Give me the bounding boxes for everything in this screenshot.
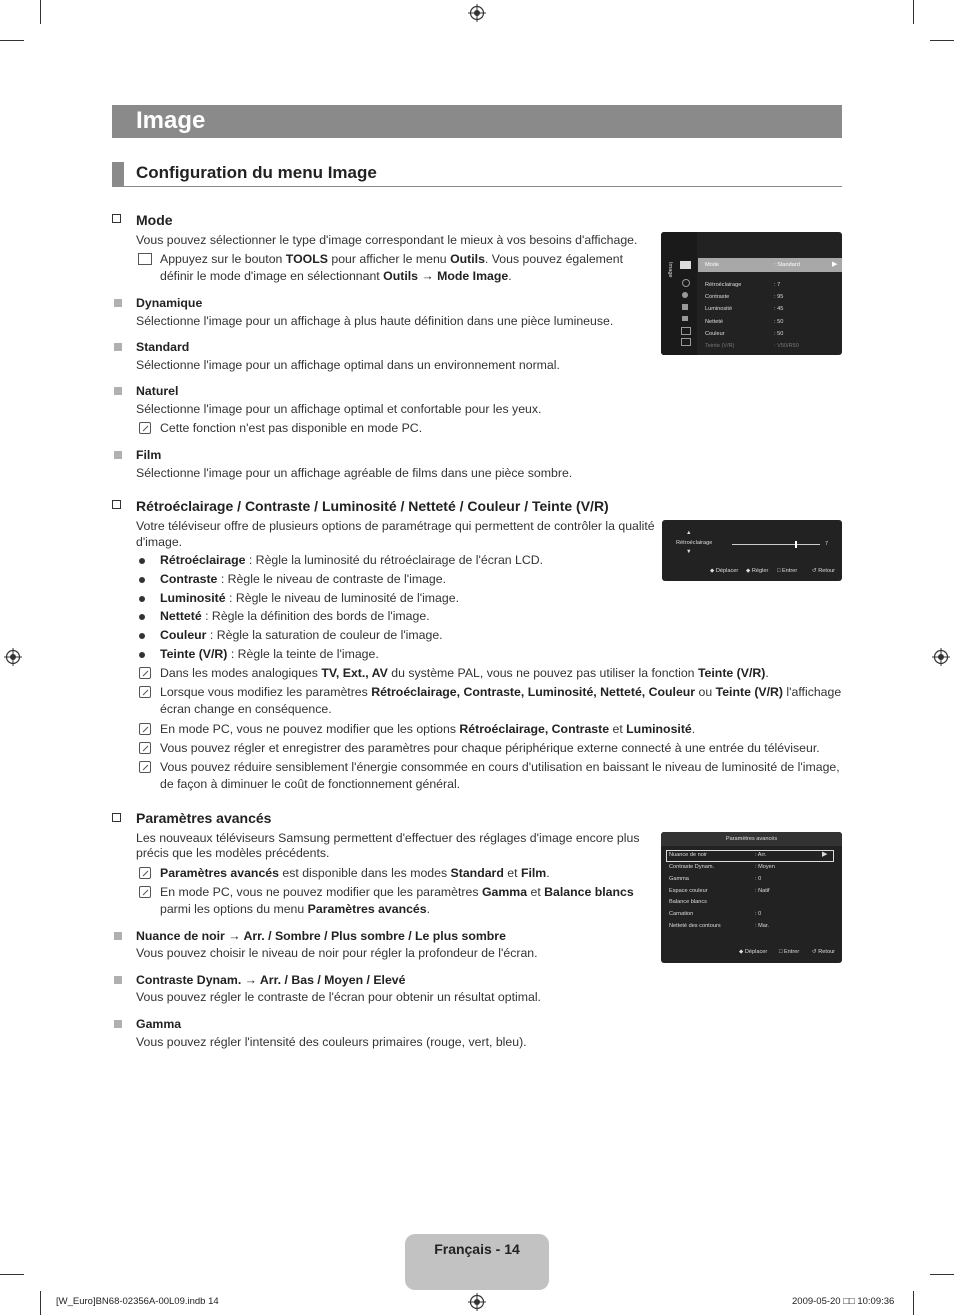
retro-note: écran change en conséquence. bbox=[160, 702, 332, 716]
nav-back: ↺ Retour bbox=[812, 949, 836, 955]
menu-row-value: : Natif bbox=[755, 888, 770, 894]
footer-date: 2009-05-20 □□ 10:09:36 bbox=[792, 1296, 895, 1307]
move-icon: ◆ bbox=[739, 949, 744, 955]
crop-mark bbox=[930, 40, 954, 41]
menu-row-label: Rétroéclairage bbox=[705, 282, 742, 288]
slider-value: 7 bbox=[825, 541, 829, 547]
bullet-dot-icon bbox=[139, 652, 145, 658]
menu-row-label: Contraste Dynam. bbox=[669, 864, 715, 870]
menu-row-label: Teinte (V/R) bbox=[705, 343, 735, 349]
checkbox-bullet-icon bbox=[112, 214, 121, 223]
mode-intro: Vous pouvez sélectionner le type d'image correspondant le mieux à vos besoins d'affichage. bbox=[136, 233, 638, 247]
retro-bullet: Rétroéclairage : Règle la luminosité du rétroéclairage de l'écran LCD. bbox=[160, 553, 544, 567]
adv-note: parmi les options du menu Paramètres avancés. bbox=[160, 902, 431, 916]
note-icon bbox=[139, 667, 151, 679]
item-desc: Sélectionne l'image pour un affichage agréable de films dans une pièce sombre. bbox=[136, 466, 573, 480]
menu-row-label: Balance blancs bbox=[669, 899, 707, 905]
section-marker bbox=[112, 162, 124, 186]
registration-target-icon bbox=[468, 4, 486, 22]
retro-note: de façon à diminuer le coût de fonctionnement général. bbox=[160, 777, 461, 791]
item-name: Dynamique bbox=[136, 296, 203, 310]
registration-target-icon bbox=[932, 648, 950, 666]
square-bullet-icon bbox=[114, 976, 122, 984]
arrow-down-icon: ▼ bbox=[686, 549, 692, 555]
page-title: Image bbox=[136, 107, 206, 134]
menu-row-label: Mode bbox=[705, 262, 719, 268]
menu-row-value: : 0 bbox=[755, 911, 762, 917]
nav-move: ◆ Déplacer bbox=[739, 949, 768, 955]
retro-intro: Votre téléviseur offre de plusieurs options de paramétrage qui permettent de contrôler la qualité bbox=[136, 519, 655, 533]
checkbox-bullet-icon bbox=[112, 500, 121, 509]
menu-row-value: : 50 bbox=[774, 331, 784, 337]
item-desc: Sélectionne l'image pour un affichage optimal et confortable pour les yeux. bbox=[136, 402, 542, 416]
menu-row-value: : 95 bbox=[774, 294, 784, 300]
menu-row-label: Espace couleur bbox=[669, 888, 708, 894]
menu-row-label: Netteté des contours bbox=[669, 923, 721, 929]
mode-tools-line1: Appuyez sur le bouton TOOLS pour afficher le menu Outils. Vous pouvez également bbox=[160, 252, 624, 266]
item-desc: Vous pouvez régler le contraste de l'écran pour obtenir un résultat optimal. bbox=[136, 990, 541, 1004]
bullet-dot-icon bbox=[139, 577, 145, 583]
menu-side-label: Image bbox=[667, 262, 673, 278]
bullet-dot-icon bbox=[139, 596, 145, 602]
retro-bullet: Couleur : Règle la saturation de couleur de l'image. bbox=[160, 628, 443, 642]
note-icon bbox=[139, 742, 151, 754]
note-icon bbox=[139, 761, 151, 773]
adv-note: En mode PC, vous ne pouvez modifier que les paramètres Gamma et Balance blancs bbox=[160, 885, 634, 899]
menu-row-value: : Standard bbox=[774, 262, 800, 268]
note-icon bbox=[139, 723, 151, 735]
backlight-adjust-screen bbox=[662, 520, 842, 581]
item-name: Standard bbox=[136, 340, 190, 354]
crop-mark bbox=[40, 1291, 41, 1315]
nav-back: ↺ Retour bbox=[812, 568, 836, 574]
retro-note: Vous pouvez régler et enregistrer des paramètres pour chaque périphérique externe connecté à une entrée du téléviseur. bbox=[160, 741, 820, 755]
menu-row-label: Gamma bbox=[669, 876, 689, 882]
nav-move: ◆ Déplacer bbox=[710, 568, 739, 574]
item-name: Nuance de noir → Arr. / Sombre / Plus sombre / Le plus sombre bbox=[136, 929, 506, 943]
note-icon bbox=[139, 867, 151, 879]
crop-mark bbox=[40, 0, 41, 24]
crop-mark bbox=[913, 0, 914, 24]
section-divider bbox=[112, 186, 842, 187]
menu-row-label: Luminosité bbox=[705, 306, 733, 312]
retro-note: En mode PC, vous ne pouvez modifier que les options Rétroéclairage, Contraste et Luminosité. bbox=[160, 722, 696, 736]
adv-heading: Paramètres avancés bbox=[136, 810, 272, 826]
menu-row-value: : 50 bbox=[774, 319, 784, 325]
item-name: Naturel bbox=[136, 384, 179, 398]
retro-bullet: Contraste : Règle le niveau de contraste de l'image. bbox=[160, 572, 447, 586]
square-bullet-icon bbox=[114, 932, 122, 940]
note-icon bbox=[139, 886, 151, 898]
item-desc: Vous pouvez régler l'intensité des couleurs primaires (rouge, vert, bleu). bbox=[136, 1035, 527, 1049]
return-icon: ↺ bbox=[812, 949, 817, 955]
square-bullet-icon bbox=[114, 1020, 122, 1028]
adv-note: Paramètres avancés est disponible dans les modes Standard et Film. bbox=[160, 866, 550, 880]
crop-mark bbox=[913, 1291, 914, 1315]
menu-row-value: : 0 bbox=[755, 876, 762, 882]
item-name: Contraste Dynam. → Arr. / Bas / Moyen / Elevé bbox=[136, 973, 406, 987]
enter-icon: □ bbox=[779, 949, 783, 955]
menu-row-value: : V50/R50 bbox=[774, 343, 799, 349]
nav-enter: □ Entrer bbox=[777, 568, 798, 574]
adv-intro: précis que les modèles précédents. bbox=[136, 846, 330, 860]
menu-row-value: : Moyen bbox=[755, 864, 775, 870]
menu-row-value: : 45 bbox=[774, 306, 784, 312]
item-name: Film bbox=[136, 448, 162, 462]
menu-row-label: Netteté bbox=[705, 319, 724, 325]
tools-icon bbox=[138, 253, 152, 265]
menu-row-label: Carnation bbox=[669, 911, 694, 917]
registration-target-icon bbox=[468, 1293, 486, 1311]
bullet-dot-icon bbox=[139, 558, 145, 564]
item-name: Gamma bbox=[136, 1017, 182, 1031]
registration-target-icon bbox=[4, 648, 22, 666]
menu-row-value: : Mar. bbox=[755, 923, 769, 929]
item-note: Cette fonction n'est pas disponible en mode PC. bbox=[160, 421, 423, 435]
arrow-right-icon: ▶ bbox=[832, 261, 838, 268]
square-bullet-icon bbox=[114, 387, 122, 395]
slider-track[interactable] bbox=[732, 544, 820, 545]
menu-row-label: Contraste bbox=[705, 294, 730, 300]
adjust-icon: ◆ bbox=[746, 568, 751, 574]
crop-mark bbox=[0, 40, 24, 41]
nav-adjust: ◆ Régler bbox=[746, 568, 769, 574]
move-icon: ◆ bbox=[710, 568, 715, 574]
square-bullet-icon bbox=[114, 299, 122, 307]
note-icon bbox=[139, 686, 151, 698]
retro-heading: Rétroéclairage / Contraste / Luminosité / Netteté / Couleur / Teinte (V/R) bbox=[136, 498, 609, 514]
slider-label: Rétroéclairage bbox=[676, 540, 713, 546]
enter-icon: □ bbox=[777, 568, 781, 574]
item-desc: Sélectionne l'image pour un affichage optimal dans un environnement normal. bbox=[136, 358, 560, 372]
return-icon: ↺ bbox=[812, 568, 817, 574]
menu-row-highlight[interactable] bbox=[698, 258, 842, 272]
item-desc: Vous pouvez choisir le niveau de noir pour régler la profondeur de l'écran. bbox=[136, 946, 538, 960]
crop-mark bbox=[930, 1274, 954, 1275]
retro-note: Lorsque vous modifiez les paramètres Rétroéclairage, Contraste, Luminosité, Netteté, Couleur ou Teinte (V/R) l'affichage bbox=[160, 685, 842, 699]
retro-bullet: Netteté : Règle la définition des bords de l'image. bbox=[160, 609, 430, 623]
item-desc: Sélectionne l'image pour un affichage à plus haute définition dans une pièce lumineuse. bbox=[136, 314, 614, 328]
retro-bullet: Luminosité : Règle le niveau de luminosité de l'image. bbox=[160, 591, 459, 605]
note-icon bbox=[139, 422, 151, 434]
adv-intro: Les nouveaux téléviseurs Samsung permettent d'effectuer des réglages d'image encore plus bbox=[136, 831, 640, 845]
nav-enter: □ Entrer bbox=[779, 949, 800, 955]
title-bar bbox=[112, 105, 842, 138]
arrow-up-icon: ▲ bbox=[686, 530, 692, 536]
section-title: Configuration du menu Image bbox=[136, 163, 377, 182]
menu-row-label: Couleur bbox=[705, 331, 725, 337]
square-bullet-icon bbox=[114, 451, 122, 459]
retro-bullet: Teinte (V/R) : Règle la teinte de l'image. bbox=[160, 647, 379, 661]
mode-heading: Mode bbox=[136, 212, 173, 228]
bullet-dot-icon bbox=[139, 633, 145, 639]
picture-menu-screen bbox=[661, 232, 842, 355]
retro-intro: d'image. bbox=[136, 535, 183, 549]
retro-note: Vous pouvez réduire sensiblement l'énergie consommée en cours d'utilisation en baissant le niveau de luminosité de l'image, bbox=[160, 760, 840, 774]
menu-row-value: : 7 bbox=[774, 282, 781, 288]
advanced-settings-screen bbox=[661, 832, 842, 963]
slider-knob[interactable] bbox=[795, 541, 797, 548]
checkbox-bullet-icon bbox=[112, 813, 121, 822]
square-bullet-icon bbox=[114, 343, 122, 351]
crop-mark bbox=[0, 1274, 24, 1275]
advanced-menu-title: Paramètres avancés bbox=[725, 836, 778, 842]
arrow-right-icon: ▶ bbox=[822, 851, 828, 858]
bullet-dot-icon bbox=[139, 614, 145, 620]
page-number: Français - 14 bbox=[434, 1241, 520, 1257]
mode-tools-line2: définir le mode d'image en sélectionnant Outils → Mode Image. bbox=[160, 269, 512, 283]
footer-file: [W_Euro]BN68-02356A-00L09.indb 14 bbox=[56, 1296, 219, 1307]
menu-row-label: Nuance de noir bbox=[669, 852, 707, 858]
retro-note: Dans les modes analogiques TV, Ext., AV du système PAL, vous ne pouvez pas utiliser la fonction Teinte (V/R). bbox=[160, 666, 769, 680]
menu-row-value: : Arr. bbox=[755, 852, 767, 858]
